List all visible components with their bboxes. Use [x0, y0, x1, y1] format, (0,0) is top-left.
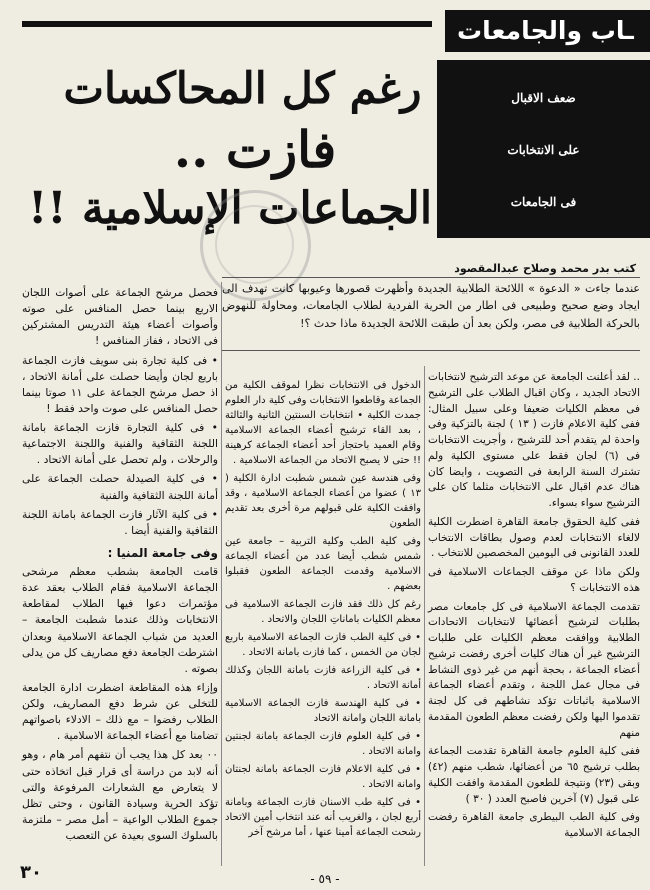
column-divider-left	[221, 282, 222, 866]
col1-paragraph: تقدمت الجماعة الاسلامية فى كل جامعات مصر بطلبات لترشيح أعضائها لانتخابات الاتحادات الطلابية ووافقت معظم الكليات على طلبات الترشيح غير أن هناك كليات أخرى رفضت ترشيح أعضاء الجماعة ، بحجة أنهم من غير ذوى النشاط فى مجال عمل اللجنة ، وتقدم أعضاء الجماعة الاسلامية باثباتات تؤكد نشاطهم فى كل لجنة تقدموا اليها ولكن رفضت معظم الطعون المقدمة منهم	[428, 600, 640, 739]
col1-paragraph: ولكن ماذا عن موقف الجماعات الاسلامية فى هذه الانتخابات ؟	[428, 566, 640, 594]
byline: كتب بدر محمد وصلاح عبدالمقصود	[454, 262, 636, 275]
col1-paragraph: ففى كلية الحقوق جامعة القاهرة اضطرت الكلية لالغاء الانتخابات لعدم وصول بطاقات الانتخاب للعدد القانونى فى اليومين المخصصين للانتخاب .	[428, 515, 640, 560]
title-box-line-2: على الانتخابات	[507, 143, 580, 157]
col1-paragraph: .. لقد أعلنت الجامعة عن موعد الترشيح لانتخابات الاتحاد الجديد ، وكان اقبال الطلاب على الترشيح فى معظم الكليات ضعيفا وعلى سبيل المثال: ففى كلية الاعلام فازت ( ١٣ ) لجنة بالتزكية وفى واحدة لم يتقدم أحد للترشيح ، وأجريت الانتخابات فى (٦) لجان فقط على مستوى الكلية ولم تشترك السنة الرابعة فى التصويت ، وايضا كان هناك عدم اقبال على الانتخابات مثلما كان على الترشيح سواء بسواء.	[428, 371, 640, 509]
col2-paragraph: • فى كلية الزراعة فازت بامانة اللجان وكذلك أمانة الاتحاد .	[225, 665, 421, 691]
section-label: ـاب والجامعات	[445, 10, 650, 52]
article-column-2	[225, 378, 421, 843]
col2-paragraph: وفى كلية الطب وكلية التربية – جامعة عين شمس شطب أيضا عدد من أعضاء الجماعة الاسلامية وقدمت الجماعة الطعون فقبلوا بعضهم .	[225, 536, 421, 592]
column-divider-right	[424, 366, 425, 866]
col2-paragraph: الدخول فى الانتخابات نظرا لموقف الكلية من الجماعة وقاطعوا الانتخابات وفى كلية دار العلوم جمدت الكلية • انتخابات السنتين الثانية والثالثة ، بعد القاء ترشيح أعضاء الجماعة الاسلامية وقام العميد باحتجاز أحد أعضاء الجماعة كرهينة !! حتى لا يصبح الاتحاد من الجماعة الاسلامية .	[225, 380, 421, 466]
headline-line-2: فازت ..	[173, 120, 337, 179]
col2-paragraph: • فى كلية الهندسة فازت الجماعة الاسلامية بامانة اللجان وامانة الاتحاد	[225, 698, 421, 724]
col2-paragraph: • فى كلية العلوم فازت الجماعة بامانة لجنتين وامانة الاتحاد .	[225, 731, 421, 757]
article-column-3	[22, 285, 218, 847]
col1-paragraph: ففى كلية العلوم جامعة القاهرة تقدمت الجماعة بطلب ترشيح ٦٥ من أعضائها، شطب منهم (٤٢) وبقى (٢٣) ونتيجة للطعون المقدمة وافقت الكلية على قبول (٧) آخرين فاصبح العدد ( ٣٠ )	[428, 745, 640, 805]
col2-paragraph: • فى كلية الطب فازت الجماعة الاسلامية باربع لجان من الخمس ، كما فازت بامانة الاتحاد .	[225, 632, 421, 658]
col2-paragraph: رغم كل ذلك فقد فازت الجماعة الاسلامية فى معظم الكليات باماناتِ اللجان والاتحاد .	[225, 599, 421, 625]
header-rule	[22, 21, 432, 27]
byline-rule	[222, 277, 640, 278]
title-box-line-1: ضعف الاقبال	[511, 91, 576, 105]
col3-paragraph: • فى كلية تجارة بنى سويف فازت الجماعة باربع لجان وأيضا حصلت على أمانة الاتحاد ، اذ حصل مرشح الجماعة على ١١ صوتا بينما حصل المنافس على صوت واحد فقط !	[22, 353, 218, 415]
col3-paragraph: • فى كلية التجارة فازت الجماعة بامانة اللجنة الثقافية والفنية واللجنة الاجتماعية والرحلات ، ولم تحصل على أمانة الاتحاد .	[22, 421, 218, 467]
col3-paragraph: قامت الجامعة بشطب معظم مرشحى الجماعة الاسلامية فقام الطلاب بعقد عدة مؤتمرات دعوا فيها الطلاب لمقاطعة الانتخابات وذلك عندما شطبت الجامعة – العديد من شباب الجماعة الاسلامية وبعدان اشترطت الجامعة دفع مصاريف كل من يدلى بصوته .	[22, 565, 218, 675]
col3-subheading: وفى جامعة المنيا :	[107, 545, 218, 560]
col2-paragraph: • فى كلية طب الاسنان فازت الجماعة وبامانة أربع لجان ، والغريب أنه عند انتخاب أمين الاتحاد رشحت الجماعة أمينا عنها ، أما مرشح آخر	[225, 797, 421, 838]
page-number: - ٥٩ -	[310, 872, 340, 886]
col2-paragraph: • فى كلية الاعلام فازت الجماعة بامانة لجنتان وامانة الاتحاد .	[225, 764, 421, 790]
col3-paragraph: فحصل مرشح الجماعة على أصوات اللجان الاربع بينما حصل المنافس على صوته وأصوات أعضاء هيئة التدريس المشتركين فى الاتحاد ، ففاز المنافس !	[22, 286, 218, 348]
col2-paragraph: وفى هندسة عين شمس شطبت ادارة الكلية ( ١٣ ) عضوا من أعضاء الجماعة الاسلامية ، وقد وافقت الكلية على قبولهم مرة أخرى بعد تقديم الطعون	[225, 473, 421, 529]
title-box-line-3: فى الجامعات	[510, 195, 577, 209]
corner-mark: ٣٠	[20, 862, 42, 883]
col3-paragraph: وإزاء هذه المقاطعة اضطرت ادارة الجامعة للتخلى عن شرط دفع المصاريف، ولكن الطلاب رفضوا – مع ذلك – الادلاء باصواتهم تضامنا مع أعضاء الجماعة الاسلامية .	[22, 680, 218, 743]
col3-paragraph: • فى كلية الآثار فازت الجماعة بامانة اللجنة الثقافية والفنية أيضا .	[22, 507, 218, 537]
col3-paragraph: • فى كلية الصيدلة حصلت الجماعة على أمانة اللجنة الثقافية والفنية	[22, 472, 218, 502]
headline-line-3: الجماعات الإسلامية !!	[27, 183, 433, 234]
col3-paragraph: ٠٠ بعد كل هذا يجب أن نتفهم أمر هام ، وهو أنه لابد من دراسة أى قرار قبل اتخاذه حتى لا يتعارض مع الشعارات المرفوعة والتى تؤكد الحرية وسيادة القانون ، وحتى تظل جموع الطلاب الواعية – أمل مصر – ملتزمة بالسلوك السوى بعيدة عن التعصب	[22, 748, 218, 842]
intro-paragraph: عندما جاءت « الدعوة » اللائحة الطلابية الجديدة وأظهرت قصورها وعيوبها كانت تهدف الى ايجاد وضع صحيح وطبيعى فى اطار من الحرية الفردية لطلاب الجامعات، ومحاولة للنهوض بالحركة الطلابية فى مصر، ولكن بعد أن طبقت اللائحة الجديدة ماذا حدث ؟!	[222, 282, 640, 330]
col1-paragraph: وفى كلية الطب البيطرى جامعة القاهرة رفضت الجماعة الاسلامية	[428, 811, 640, 839]
headline-line-1: رغم كل المحاكسات	[63, 64, 422, 114]
intro-rule	[222, 350, 640, 351]
article-column-1	[428, 370, 640, 845]
title-box	[437, 60, 650, 238]
